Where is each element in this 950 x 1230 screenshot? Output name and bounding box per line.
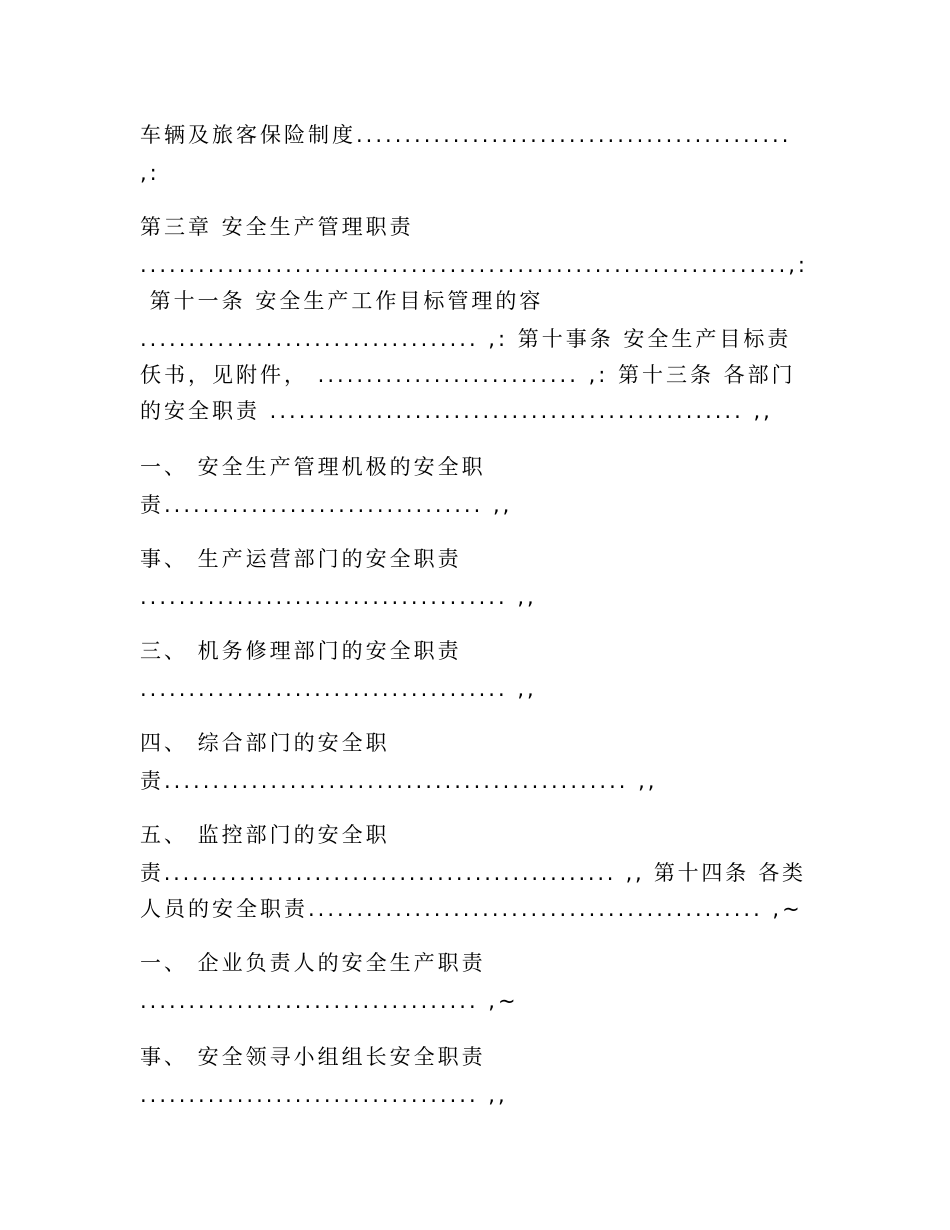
toc-line: 一、 安全生产管理机极的安全职 [140,455,486,479]
chapter-heading: 第三章 安全生产管理职责 [140,215,414,239]
toc-line: 三、 机务修理部门的安全职责 [140,639,462,663]
toc-line: 四、 综合部门的安全职 [140,731,390,755]
toc-line: 第十一条 安全生产工作目标管理的容 [140,289,544,313]
toc-line: 的安全职责 ................................................. ,, [140,399,773,423]
toc-line: 事、 生产运营部门的安全职责 [140,547,462,571]
toc-line: ...................................................................,: [140,253,808,277]
toc-line: 责................................................ ,, 第十四条 各类 [140,861,806,885]
toc-line: ,: [140,161,160,185]
toc-line: ...................................... ,, [140,677,537,701]
toc-line: 事、 安全领寻小组组长安全职责 [140,1045,486,1069]
toc-line: 责................................................ ,, [140,769,658,793]
toc-line: ................................... ,~ [140,989,519,1013]
toc-line: 人员的安全职责............................................... ,~ [140,897,803,921]
toc-line: ...................................... ,, [140,585,537,609]
toc-line: 五、 监控部门的安全职 [140,823,390,847]
toc-line: 责................................. ,, [140,493,513,517]
toc-line: 车辆及旅客保险制度............................................. [140,123,792,147]
toc-line: 仸书，见附件， ........................... ,: 第十三条 各部门 [140,363,796,387]
toc-line: 一、 企业负责人的安全生产职责 [140,951,486,975]
toc-line: ................................... ,, [140,1083,508,1107]
toc-line: ................................... ,: 第十事条 安全生产目标责 [140,327,792,351]
